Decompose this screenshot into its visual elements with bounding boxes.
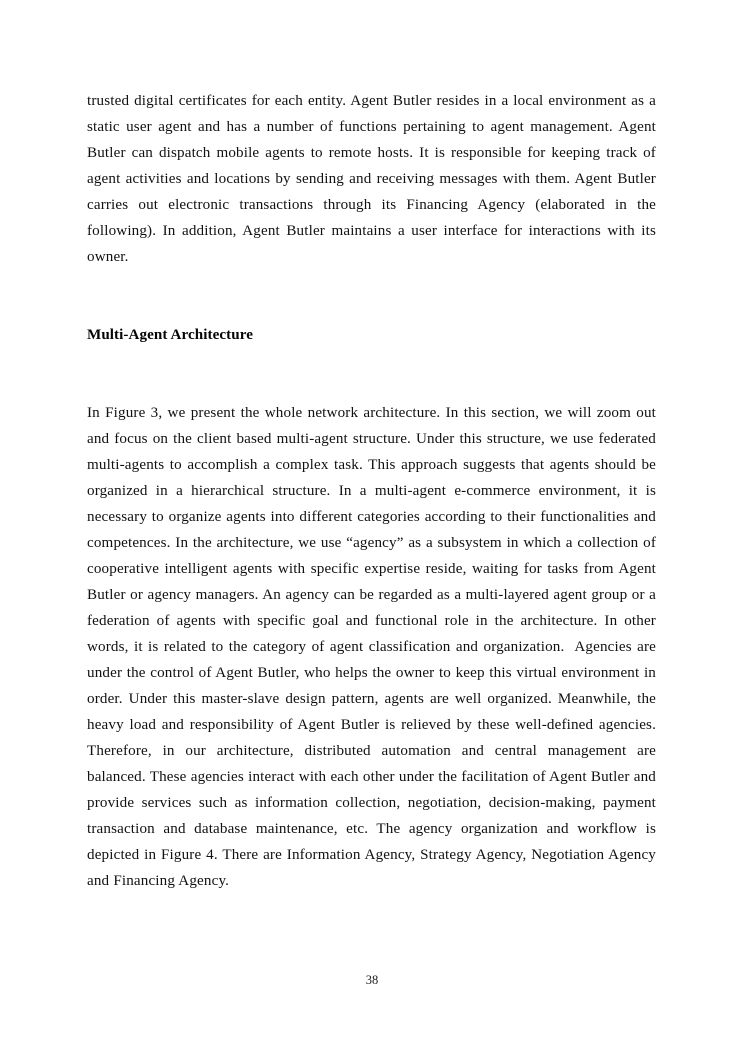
text-column <box>87 88 661 894</box>
body-paragraph-multi-agent-architecture: In Figure 3, we present the whole network architecture. In this section, we will zoom out and focus on the client based multi-agent structure. Under this structure, we use federated multi-agents to accomplish a complex task. This approach suggests that agents should be organized in a hierarchical structure. In a multi-agent e-commerce environment, it is necessary to organize agents into different categories according to their functionalities and competences. In the architecture, we use “agency” as a subsystem in which a collection of cooperative intelligent agents with specific expertise reside, waiting for tasks from Agent Butler or agency managers. An agency can be regarded as a multi-layered agent group or a federation of agents with specific goal and functional role in the architecture. In other words, it is related to the category of agent classification and organization. Agencies are under the control of Agent Butler, who helps the owner to keep this virtual environment in order. Under this master-slave design pattern, agents are well organized. Meanwhile, the heavy load and responsibility of Agent Butler is relieved by these well-defined agencies. Therefore, in our architecture, distributed automation and central management are balanced. These agencies interact with each other under the facilitation of Agent Butler and provide services such as information collection, negotiation, decision-making, payment transaction and database maintenance, etc. The agency organization and workflow is depicted in Figure 4. There are Information Agency, Strategy Agency, Negotiation Agency and Financing Agency. <box>87 405 661 889</box>
section-heading-multi-agent-architecture: Multi-Agent Architecture <box>87 327 253 343</box>
spacer-after-heading <box>87 348 656 400</box>
spacer-before-heading <box>87 270 656 322</box>
body-paragraph-continuation: trusted digital certificates for each entity. Agent Butler resides in a local environment as a static user agent and has a number of functions pertaining to agent management. Agent Butler can dispatch mobile agents to remote hosts. It is responsible for keeping track of agent activities and locations by sending and receiving messages with them. Agent Butler carries out electronic transactions through its Financing Agency (elaborated in the following). In addition, Agent Butler maintains a user interface for interactions with its owner. <box>87 93 661 265</box>
page-number: 38 <box>365 973 379 987</box>
